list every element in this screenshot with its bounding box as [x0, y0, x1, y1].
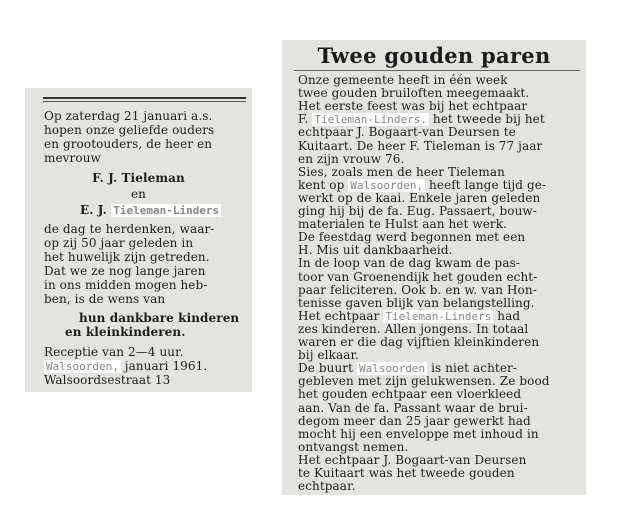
article-line	[298, 480, 356, 494]
top-rule-thin	[43, 101, 246, 102]
article-text: echtpaar J. Bogaart-van Deursen te	[298, 125, 516, 140]
article-text: F.	[298, 112, 313, 127]
signature-line: hun dankbare kinderen	[79, 311, 240, 325]
intro-line: mevrouw	[44, 151, 101, 165]
article-text: en zijn vrouw 76.	[298, 151, 405, 166]
body-line: het huwelijk zijn getreden.	[44, 250, 210, 264]
date-line	[44, 360, 207, 374]
intro-line: Op zaterdag 21 januari a.s.	[44, 109, 213, 123]
article-text: In de loop van de dag kwam de pas-	[298, 256, 521, 271]
article-text: Sies, zoals men de heer Tieleman	[298, 164, 505, 179]
title-rule	[294, 70, 580, 71]
body-line: de dag te herdenken, waar-	[44, 222, 215, 236]
article-text: ging hij bij de fa. Eug. Passaert, bouw-	[298, 204, 537, 218]
article-text: het gouden echtpaar een vloerkleed	[298, 387, 522, 402]
article-title: Twee gouden paren	[317, 43, 551, 68]
article-text: Kuitaart. De heer F. Tieleman is 77 jaar	[298, 138, 543, 153]
article-text: Het echtpaar	[298, 308, 384, 323]
highlighted-name: Walsoorden	[358, 362, 426, 376]
body-line: in ons midden mogen heb-	[44, 278, 208, 292]
article-text: is niet achter-	[427, 361, 518, 376]
article-text: twee gouden bruiloften meegemaakt.	[298, 86, 530, 101]
article-text: mocht hij een enveloppe met inhoud in	[298, 426, 539, 441]
highlighted-name: Tieleman-Linders.	[314, 113, 427, 127]
signature-line: en kleinkinderen.	[65, 325, 186, 339]
article-text: zes kinderen. Allen jongens. In totaal	[298, 321, 529, 336]
article-text: gebleven met zijn gelukwensen. Ze bood	[298, 374, 550, 389]
article-text: echtpaar.	[298, 479, 356, 494]
article-text: te Kuitaart was het tweede gouden	[298, 466, 515, 480]
article-text: heeft lange tijd ge-	[425, 177, 547, 192]
body-line: Dat we ze nog lange jaren	[44, 264, 206, 278]
article-text: Het eerste feest was bij het echtpaar	[298, 99, 528, 114]
wife-surname: Tieleman-Linders	[113, 204, 220, 217]
body-line: op zij 50 jaar geleden in	[44, 236, 194, 250]
article-text: Onze gemeente heeft in één week	[298, 73, 508, 87]
article-text: bij elkaar.	[298, 348, 359, 363]
article-text: materialen te Hulst aan het werk.	[298, 217, 508, 232]
article-text: had	[493, 308, 521, 323]
intro-line: hopen onze geliefde ouders	[44, 123, 215, 137]
wife-initials: E. J.	[80, 203, 107, 217]
wife-name-line	[80, 204, 221, 218]
reception-line: Receptie van 2—4 uur.	[44, 345, 184, 359]
body-line: ben, is de wens van	[44, 292, 166, 306]
article-text: tenisse gaven blijk van belangstelling.	[298, 295, 535, 310]
article-text: toor van Groenendijk het gouden echt-	[298, 269, 538, 284]
article-text: ontvangst nemen.	[298, 439, 409, 454]
place-name: Walsoorden,	[46, 360, 119, 373]
article-clipping	[282, 40, 586, 495]
article-text: aan. Van de fa. Passant waar de brui-	[298, 400, 528, 415]
article-text: het tweede bij het	[428, 112, 545, 127]
article-text: degom meer dan 25 jaar gewerkt had	[298, 413, 531, 428]
date-text: januari 1961.	[120, 359, 208, 373]
intro-line: en grootouders, de heer en	[44, 137, 213, 151]
and-word: en	[130, 187, 147, 201]
highlighted-name: Walsoorden,	[350, 178, 424, 192]
article-text: H. Mis uit dankbaarheid.	[298, 243, 453, 258]
article-text: Het echtpaar J. Bogaart-van Deursen	[298, 452, 527, 467]
article-text: De feestdag werd begonnen met een	[298, 230, 526, 245]
top-rule	[43, 97, 246, 99]
article-text: werkt op de kaai. Enkele jaren geleden	[298, 190, 541, 205]
husband-name: F. J. Tieleman	[92, 171, 185, 185]
article-text: waren er die dag vijftien kleinkinderen	[298, 335, 540, 349]
article-text: kent op	[298, 177, 349, 192]
highlighted-name: Tieleman-Linders	[385, 309, 492, 323]
article-text: paar feliciteren. Ook b. en w. van Hon-	[298, 282, 537, 297]
address-line: Walsoordsestraat 13	[44, 373, 171, 387]
article-text: De buurt	[298, 361, 357, 376]
announcement-clipping	[25, 88, 252, 392]
